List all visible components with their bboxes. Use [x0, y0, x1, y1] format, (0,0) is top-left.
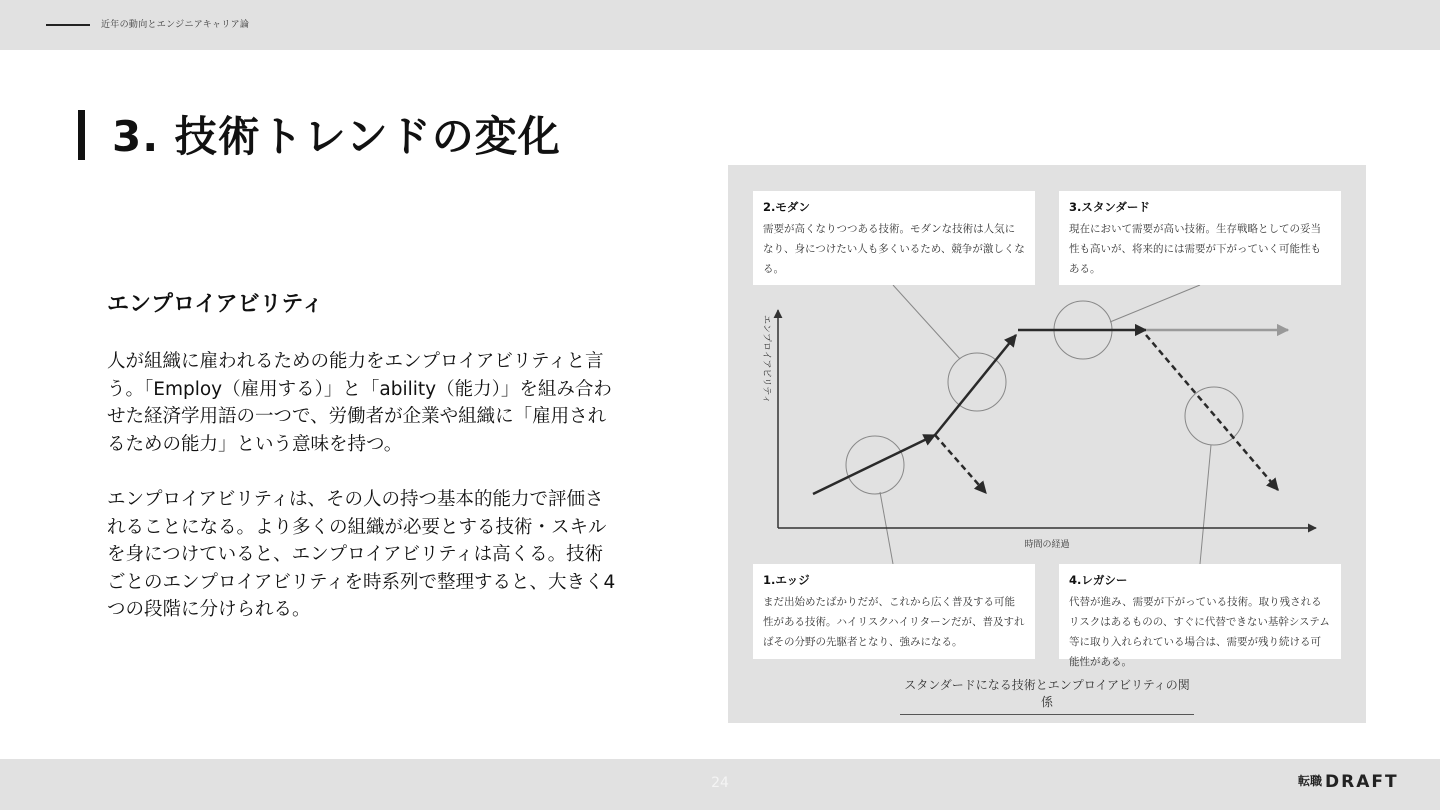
edge-arrow	[813, 435, 935, 494]
legacy-title: 4.レガシー	[1069, 573, 1128, 587]
connector-modern	[893, 285, 960, 359]
figure-caption: スタンダードになる技術とエンプロイアビリティの関係	[900, 676, 1194, 715]
modern-box	[753, 191, 1035, 285]
x-axis-label: 時間の経過	[1024, 540, 1070, 550]
legacy-decline-arrow	[1146, 335, 1278, 490]
connector-legacy	[1200, 445, 1211, 564]
edge-title: 1.エッジ	[763, 573, 810, 587]
modern-arrow	[935, 335, 1016, 435]
edge-body: まだ出始めたばかりだが、これから広く普及する可能性がある技術。ハイリスクハイリターンだが、普及すればその分野の先駆者となり、強みになる。	[763, 596, 1025, 648]
section-heading: エンプロイアビリティ	[107, 292, 324, 317]
breadcrumb: 近年の動向とエンジニアキャリア論	[101, 20, 250, 30]
logo-small-text: 転職	[1298, 774, 1323, 788]
edge-box	[753, 564, 1035, 659]
page-number: 24	[711, 775, 729, 791]
diagram-figure	[728, 165, 1366, 723]
page-title: 3. 技術トレンドの変化	[112, 112, 561, 161]
standard-title: 3.スタンダード	[1069, 200, 1150, 214]
standard-box	[1059, 191, 1341, 285]
body-paragraph-2: エンプロイアビリティは、その人の持つ基本的能力で評価されることになる。より多くの組織が必要とする技術・スキルを身につけていると、エンプロイアビリティは高くる。技術ごとのエンプロイアビリティを時系列で整理すると、大きく4つの段階に分けられる。	[107, 489, 616, 620]
legacy-box	[1059, 564, 1341, 668]
standard-body: 現在において需要が高い技術。生存戦略としての妥当性も高いが、将来的には需要が下がっていく可能性もある。	[1069, 223, 1321, 275]
header-rule	[46, 24, 90, 26]
modern-title: 2.モダン	[763, 200, 810, 214]
title-accent-bar	[78, 110, 85, 160]
brand-logo	[1298, 772, 1399, 792]
legacy-body: 代替が進み、需要が下がっている技術。取り残されるリスクはあるものの、すぐに代替できない基幹システム等に取り入れられている場合は、需要が残り続ける可能性がある。	[1069, 596, 1330, 668]
connector-standard	[1110, 285, 1200, 322]
logo-big-text: DRAFT	[1325, 772, 1399, 792]
body-paragraph-1: 人が組織に雇われるための能力をエンプロイアビリティと言う。「Employ（雇用する）」と「ability（能力）」を組み合わせた経済学用語の一つで、労働者が企業や組織に「雇用されるための能力」という意味を持つ。	[107, 351, 612, 455]
y-axis-label: エンプロイアビリティ	[761, 315, 771, 404]
header-bar	[0, 0, 1440, 50]
edge-decline-arrow	[935, 435, 986, 493]
modern-body: 需要が高くなりつつある技術。モダンな技術は人気になり、身につけたい人も多くいるため、競争が激しくなる。	[763, 223, 1025, 275]
footer-bar	[0, 759, 1440, 810]
